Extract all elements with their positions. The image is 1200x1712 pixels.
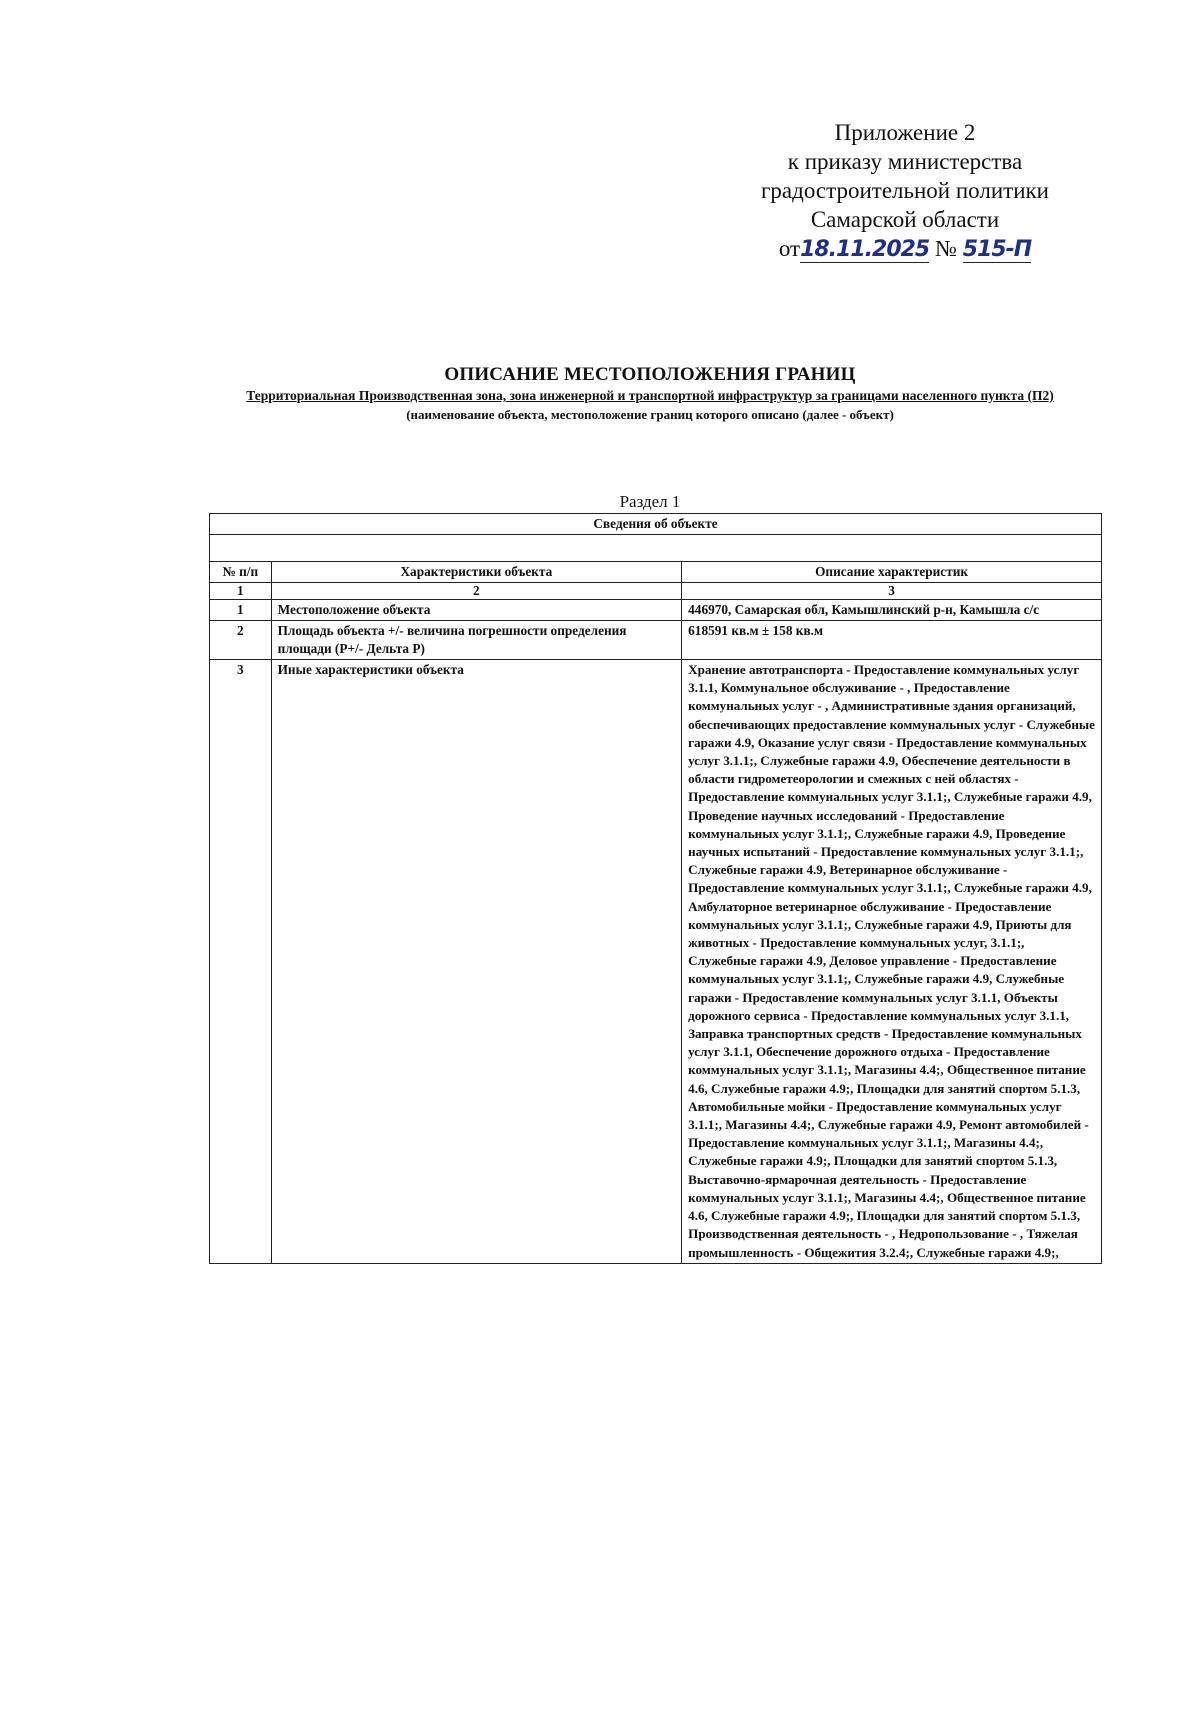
document-title: ОПИСАНИЕ МЕСТОПОЛОЖЕНИЯ ГРАНИЦ (444, 364, 856, 385)
order-date-number (740, 234, 1070, 264)
appendix-line: градостроительной политики (761, 178, 1049, 203)
row-description: 618591 кв.м ± 158 кв.м (682, 621, 1102, 660)
table-row (210, 621, 1102, 660)
date-prefix: от (778, 236, 801, 261)
table-row (210, 660, 1102, 1264)
object-name-caption: (наименование объекта, местоположение границ которого описано (далее - объект) (406, 407, 894, 422)
column-number: 2 (271, 583, 682, 600)
table-row (210, 600, 1102, 621)
row-characteristic: Иные характеристики объекта (271, 660, 682, 1264)
row-number: 3 (210, 660, 272, 1264)
row-number: 2 (210, 621, 272, 660)
row-characteristic: Местоположение объекта (271, 600, 682, 621)
appendix-header (740, 118, 1070, 264)
row-description: 446970, Самарская обл, Камышлинский р-н, Камышла с/с (682, 600, 1102, 621)
appendix-line: Самарской области (810, 207, 1000, 232)
number-prefix: № (935, 236, 957, 261)
appendix-line: Приложение 2 (834, 120, 976, 145)
handwritten-date: 18.11.2025 (800, 237, 930, 262)
appendix-line: к приказу министерства (787, 149, 1023, 174)
column-number: 1 (210, 583, 272, 600)
row-characteristic: Площадь объекта +/- величина погрешности определения площади (Р+/- Дельта Р) (271, 621, 682, 660)
section-label: Раздел 1 (619, 492, 681, 511)
column-number: 3 (682, 583, 1102, 600)
object-info-table (209, 513, 1102, 1264)
table-empty-row (210, 535, 1102, 562)
handwritten-number: 515-П (962, 237, 1032, 262)
table-header-row (210, 562, 1102, 583)
column-header: Характеристики объекта (271, 562, 682, 583)
table-title-row (210, 514, 1102, 535)
table-title: Сведения об объекте (210, 514, 1102, 535)
document-title-block (210, 364, 1090, 423)
column-header: Описание характеристик (682, 562, 1102, 583)
row-description: Хранение автотранспорта - Предоставление коммунальных услуг 3.1.1, Коммунальное обслуживание - , Предоставление коммунальных услуг - , Административные здания организаций, обеспечивающих предоставление коммунальных услуг - Служебные гаражи 4.9, Оказание услуг связи - Предоставление коммунальных услуг 3.1.1;, Служебные гаражи 4.9, Обеспечение деятельности в области гидрометеорологии и смежных с ней областях - Предоставление коммунальных услуг 3.1.1;, Служебные гаражи 4.9, Проведение научных исследований - Предоставление коммунальных услуг 3.1.1;, Служебные гаражи 4.9, Проведение научных испытаний - Предоставление коммунальных услуг 3.1.1;, Служебные гаражи 4.9, Ветеринарное обслуживание - Предоставление коммунальных услуг 3.1.1;, Служебные гаражи 4.9, Амбулаторное ветеринарное обслуживание - Предоставление коммунальных услуг 3.1.1;, Служебные гаражи 4.9, Приюты для животных - Предоставление коммунальных услуг, 3.1.1;, Служебные гаражи 4.9, Деловое управление - Предоставление коммунальных услуг 3.1.1;, Служебные гаражи 4.9, Служебные гаражи - Предоставление коммунальных услуг 3.1.1, Объекты дорожного сервиса - Предоставление коммунальных услуг 3.1.1, Заправка транспортных средств - Предоставление коммунальных услуг 3.1.1, Обеспечение дорожного отдыха - Предоставление коммунальных услуг 3.1.1;, Магазины 4.4;, Общественное питание 4.6, Служебные гаражи 4.9;, Площадки для занятий спортом 5.1.3, Автомобильные мойки - Предоставление коммунальных услуг 3.1.1;, Магазины 4.4;, Служебные гаражи 4.9, Ремонт автомобилей - Предоставление коммунальных услуг 3.1.1;, Магазины 4.4;, Служебные гаражи 4.9;, Площадки для занятий спортом 5.1.3, Выставочно-ярмарочная деятельность - Предоставление коммунальных услуг 3.1.1;, Магазины 4.4;, Общественное питание 4.6, Служебные гаражи 4.9;, Площадки для занятий спортом 5.1.3, Производственная деятельность - , Недропользование - , Тяжелая промышленность - Общежития 3.2.4;, Служебные гаражи 4.9;, (682, 660, 1102, 1264)
column-numbering-row (210, 583, 1102, 600)
row-number: 1 (210, 600, 272, 621)
column-header: № п/п (210, 562, 272, 583)
object-name: Территориальная Производственная зона, зона инженерной и транспортной инфраструктур за границами населенного пункта (П2) (246, 388, 1054, 403)
